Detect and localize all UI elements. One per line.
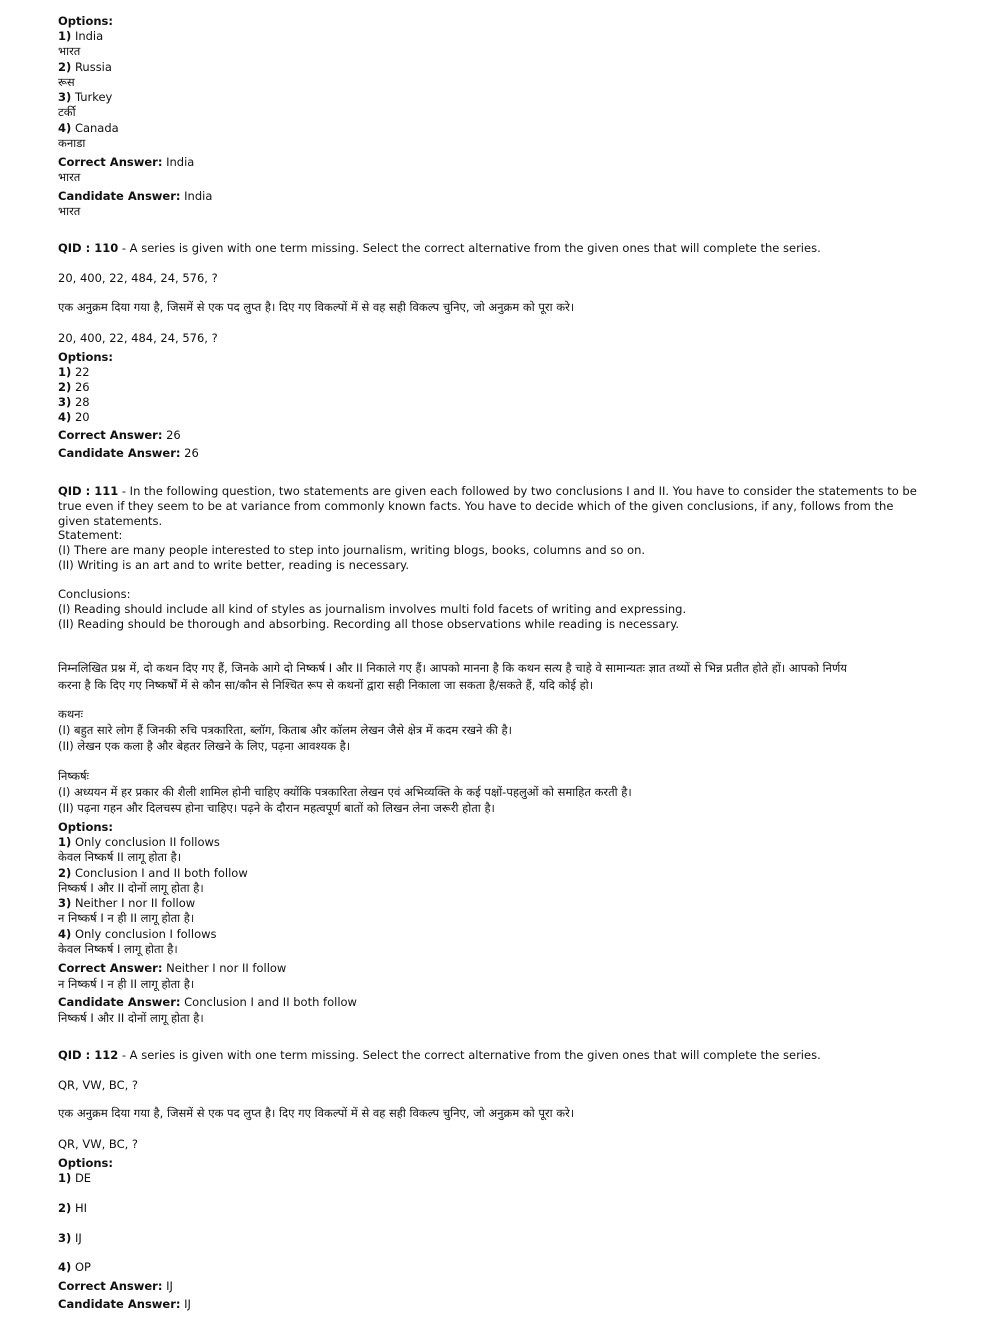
series-hindi: 20, 400, 22, 484, 24, 576, ?	[58, 331, 218, 345]
correct-answer: Correct Answer: Neither I nor II follow	[58, 961, 287, 975]
statement-label: Statement:	[58, 528, 123, 542]
option-3: 3) 28	[58, 395, 90, 409]
options-label: Options:	[58, 14, 113, 28]
conclusions-label: Conclusions:	[58, 587, 131, 601]
statement-2-hindi: (II) लेखन एक कला है और बेहतर लिखने के लिए, पढ़ना आवश्यक है।	[58, 739, 351, 753]
option-3: 3) Turkey	[58, 90, 113, 104]
option-4-hindi: केवल निष्कर्ष I लागू होता है।	[58, 942, 178, 956]
option-1: 1) 22	[58, 365, 90, 379]
option-3-hindi: न निष्कर्ष I न ही II लागू होता है।	[58, 911, 195, 925]
correct-answer: Correct Answer: 26	[58, 428, 181, 442]
statement-1-hindi: (I) बहुत सारे लोग हैं जिनकी रुचि पत्रकारिता, ब्लॉग, किताब और कॉलम लेखन जैसे क्षेत्र में कदम रखने की है।	[58, 723, 512, 737]
candidate-answer: Candidate Answer: IJ	[58, 1297, 191, 1311]
option-3: 3) IJ	[58, 1231, 82, 1245]
correct-answer: Correct Answer: India	[58, 155, 195, 169]
candidate-answer: Candidate Answer: India	[58, 189, 213, 203]
option-1: 1) India	[58, 29, 104, 43]
question-text: QID : 110 - A series is given with one term missing. Select the correct alternative from the given ones that will complete the series.	[58, 241, 821, 255]
question-text: QID : 111 - In the following question, two statements are given each followed by two conclusions I and II. You have to consider the statements to be true even if they seem to be at variance from commonly known facts. You have to decide which of the given conclusions, if any, follows from the given statements.	[58, 484, 917, 528]
candidate-answer-hindi: निष्कर्ष I और II दोनों लागू होता है।	[58, 1011, 204, 1025]
correct-answer: Correct Answer: IJ	[58, 1279, 173, 1293]
question-text-hindi: एक अनुक्रम दिया गया है, जिसमें से एक पद लुप्त है। दिए गए विकल्पों में से वह सही विकल्प चुनिए, जो अनुक्रम को पूरा करे।	[58, 300, 575, 314]
option-1-hindi: केवल निष्कर्ष II लागू होता है।	[58, 850, 182, 864]
correct-answer-hindi: भारत	[58, 170, 81, 184]
question-text-hindi-2: करना है कि दिए गए निष्कर्षों में से कौन सा/कौन से निश्चित रूप से कथनों द्वारा सही निकाला जा सकता है/सकते हैं, यदि कोई हो।	[58, 678, 594, 692]
option-2: 2) Russia	[58, 60, 112, 74]
option-2-hindi: निष्कर्ष I और II दोनों लागू होता है।	[58, 881, 204, 895]
option-2-hindi: रूस	[58, 75, 75, 89]
option-4-hindi: कनाडा	[58, 136, 86, 150]
option-1-hindi: भारत	[58, 44, 81, 58]
conclusion-1: (I) Reading should include all kind of styles as journalism involves multi fold facets of writing and expressing.	[58, 602, 687, 616]
question-text-hindi-1: निम्नलिखित प्रश्न में, दो कथन दिए गए हैं, जिनके आगे दो निष्कर्ष I और II निकाले गए हैं। आपको मानना है कि कथन सत्य है चाहे वे सामान्यतः ज्ञात तथ्यों से भिन्न प्रतीत होते हों। आपको निर्णय	[58, 661, 847, 675]
option-2: 2) Conclusion I and II both follow	[58, 866, 248, 880]
candidate-answer: Candidate Answer: 26	[58, 446, 199, 460]
statement-label-hindi: कथनः	[58, 707, 83, 721]
conclusions-label-hindi: निष्कर्षः	[58, 769, 89, 783]
option-1: 1) DE	[58, 1171, 92, 1185]
options-label: Options:	[58, 1156, 113, 1170]
conclusion-2: (II) Reading should be thorough and absorbing. Recording all those observations while reading is necessary.	[58, 617, 680, 631]
options-label: Options:	[58, 350, 113, 364]
options-label: Options:	[58, 820, 113, 834]
statement-2: (II) Writing is an art and to write better, reading is necessary.	[58, 558, 409, 572]
conclusion-1-hindi: (I) अध्ययन में हर प्रकार की शैली शामिल होनी चाहिए क्योंकि पत्रकारिता लेखन एवं अभिव्यक्ति के कई पक्षों-पहलुओं को समाहित करती है।	[58, 785, 632, 799]
series-hindi: QR, VW, BC, ?	[58, 1137, 139, 1151]
option-3: 3) Neither I nor II follow	[58, 896, 196, 910]
question-text: QID : 112 - A series is given with one term missing. Select the correct alternative from the given ones that will complete the series.	[58, 1048, 821, 1062]
question-text-hindi: एक अनुक्रम दिया गया है, जिसमें से एक पद लुप्त है। दिए गए विकल्पों में से वह सही विकल्प चुनिए, जो अनुक्रम को पूरा करे।	[58, 1106, 575, 1120]
statement-1: (I) There are many people interested to step into journalism, writing blogs, books, columns and so on.	[58, 543, 646, 557]
option-4: 4) OP	[58, 1260, 91, 1274]
option-2: 2) HI	[58, 1201, 87, 1215]
option-4: 4) Canada	[58, 121, 119, 135]
candidate-answer: Candidate Answer: Conclusion I and II both follow	[58, 995, 357, 1009]
series: QR, VW, BC, ?	[58, 1078, 139, 1092]
option-4: 4) Only conclusion I follows	[58, 927, 217, 941]
option-4: 4) 20	[58, 410, 90, 424]
option-3-hindi: टर्की	[58, 105, 76, 119]
candidate-answer-hindi: भारत	[58, 204, 81, 218]
conclusion-2-hindi: (II) पढ़ना गहन और दिलचस्प होना चाहिए। पढ़ने के दौरान महत्वपूर्ण बातों को लिखन लेना जरूरी होता है।	[58, 801, 495, 815]
correct-answer-hindi: न निष्कर्ष I न ही II लागू होता है।	[58, 977, 195, 991]
option-2: 2) 26	[58, 380, 90, 394]
option-1: 1) Only conclusion II follows	[58, 835, 220, 849]
series: 20, 400, 22, 484, 24, 576, ?	[58, 271, 218, 285]
